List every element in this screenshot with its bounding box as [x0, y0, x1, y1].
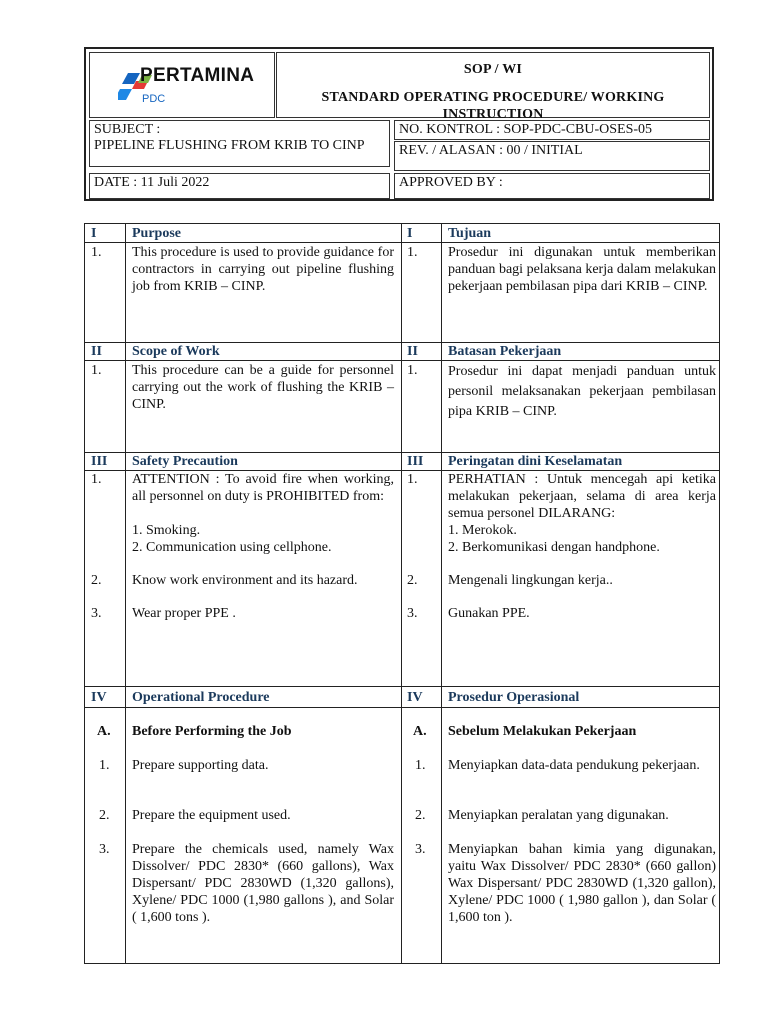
- doc-type: SOP / WI: [463, 62, 523, 77]
- subsection-letter: A.: [413, 724, 427, 739]
- col-divider: [125, 224, 126, 963]
- procedure-table: [84, 223, 720, 964]
- safety-item-en: Wear proper PPE .: [132, 606, 236, 621]
- item-number: 1.: [99, 758, 110, 773]
- section-title-id: Peringatan dini Keselamatan: [448, 454, 623, 469]
- section-number-id: I: [407, 226, 413, 241]
- section-title-en: Safety Precaution: [132, 454, 238, 469]
- section-number-en: III: [91, 454, 108, 469]
- item-number: 1.: [407, 245, 418, 260]
- control-number: NO. KONTROL : SOP-PDC-CBU-OSES-05: [394, 120, 710, 140]
- section-number-en: I: [91, 226, 97, 241]
- safety-sub-en: 2. Communication using cellphone.: [132, 540, 332, 555]
- purpose-text-id: Prosedur ini digunakan untuk memberikan panduan bagi pelaksana kerja dalam melakukan pekerjaan pembilasan pipa dari KRIB – CINP.: [448, 245, 716, 294]
- safety-sub-id: 2. Berkomunikasi dengan handphone.: [448, 540, 660, 555]
- item-number: 1.: [91, 472, 102, 487]
- subject-label: SUBJECT :: [94, 122, 161, 137]
- date-field: DATE : 11 Juli 2022: [89, 173, 390, 199]
- section-number-id: IV: [407, 690, 423, 705]
- purpose-text-en: This procedure is used to provide guidance for contractors in carrying out pipeline flushing job from KRIB – CINP.: [132, 245, 394, 294]
- subsection-title-id: Sebelum Melakukan Pekerjaan: [448, 724, 637, 739]
- document-header: [84, 47, 714, 201]
- subject-cell: [89, 120, 390, 167]
- row-divider: [85, 360, 719, 361]
- safety-attention-id: PERHATIAN : Untuk mencegah api ketika melakukan pekerjaan, selama di area kerja semua personel DILARANG:: [448, 472, 716, 521]
- section-title-en: Purpose: [132, 226, 181, 241]
- operational-item-en: Prepare supporting data.: [132, 758, 269, 773]
- item-number: 1.: [91, 245, 102, 260]
- logo-cell: [89, 52, 275, 118]
- section-title-id: Batasan Pekerjaan: [448, 344, 562, 359]
- operational-item-id: Menyiapkan data-data pendukung pekerjaan.: [448, 758, 700, 773]
- scope-text-en: This procedure can be a guide for personnel carrying out the work of flushing the KRIB – CINP.: [132, 363, 394, 412]
- doc-title: STANDARD OPERATING PROCEDURE/ WORKING INSTRUCTION: [321, 90, 665, 122]
- operational-item-en: Prepare the chemicals used, namely Wax Dissolver/ PDC 2830* (660 gallons), Wax Dispersant/ PDC 2830WD (1,320 gallons), Xylene/ PDC 1000 (1,980 gallons ), and Solar ( 1,600 tons ).: [132, 842, 394, 925]
- safety-sub-en: 1. Smoking.: [132, 523, 201, 538]
- operational-item-en: Prepare the equipment used.: [132, 808, 291, 823]
- section-title-en: Scope of Work: [132, 344, 220, 359]
- section-number-id: III: [407, 454, 424, 469]
- item-number: 1.: [407, 363, 418, 378]
- safety-attention-en: ATTENTION : To avoid fire when working, all personnel on duty is PROHIBITED from:: [132, 472, 394, 504]
- operational-item-id: Menyiapkan peralatan yang digunakan.: [448, 808, 669, 823]
- item-number: 3.: [407, 606, 418, 621]
- approved-by-field: APPROVED BY :: [394, 173, 710, 199]
- row-divider: [85, 686, 719, 687]
- subject-value: PIPELINE FLUSHING FROM KRIB TO CINP: [94, 138, 365, 153]
- logo-subtitle: PDC: [142, 93, 166, 105]
- item-number: 1.: [407, 472, 418, 487]
- item-number: 1.: [91, 363, 102, 378]
- item-number: 2.: [415, 808, 426, 823]
- subsection-letter: A.: [97, 724, 111, 739]
- safety-item-en: Know work environment and its hazard.: [132, 573, 358, 588]
- safety-item-id: Gunakan PPE.: [448, 606, 530, 621]
- col-divider: [441, 224, 442, 963]
- item-number: 3.: [99, 842, 110, 857]
- row-divider: [85, 242, 719, 243]
- item-number: 2.: [407, 573, 418, 588]
- item-number: 2.: [91, 573, 102, 588]
- operational-item-id: Menyiapkan bahan kimia yang digunakan, yaitu Wax Dissolver/ PDC 2830* (660 gallon) Wax Dispersant/ PDC 2830WD (1,320 gallon), Xylene/ PDC 1000 ( 1,980 gallon ), dan Solar ( 1,600 ton ).: [448, 842, 716, 925]
- title-cell: [276, 52, 710, 122]
- row-divider: [85, 707, 719, 708]
- item-number: 1.: [415, 758, 426, 773]
- item-number: 2.: [99, 808, 110, 823]
- item-number: 3.: [415, 842, 426, 857]
- section-title-id: Tujuan: [448, 226, 492, 241]
- col-divider: [401, 224, 402, 963]
- safety-item-id: Mengenali lingkungan kerja..: [448, 573, 613, 588]
- section-number-en: II: [91, 344, 102, 359]
- subsection-title-en: Before Performing the Job: [132, 724, 292, 739]
- section-title-id: Prosedur Operasional: [448, 690, 580, 705]
- safety-sub-id: 1. Merokok.: [448, 523, 517, 538]
- item-number: 3.: [91, 606, 102, 621]
- section-title-en: Operational Procedure: [132, 690, 270, 705]
- logo-wordmark: PERTAMINA: [140, 65, 255, 86]
- revision: REV. / ALASAN : 00 / INITIAL: [394, 141, 710, 171]
- section-number-id: II: [407, 344, 418, 359]
- section-number-en: IV: [91, 690, 107, 705]
- scope-text-id: Prosedur ini dapat menjadi panduan untuk personil melaksanakan pekerjaan pembilasan pipa KRIB – CINP.: [448, 364, 716, 419]
